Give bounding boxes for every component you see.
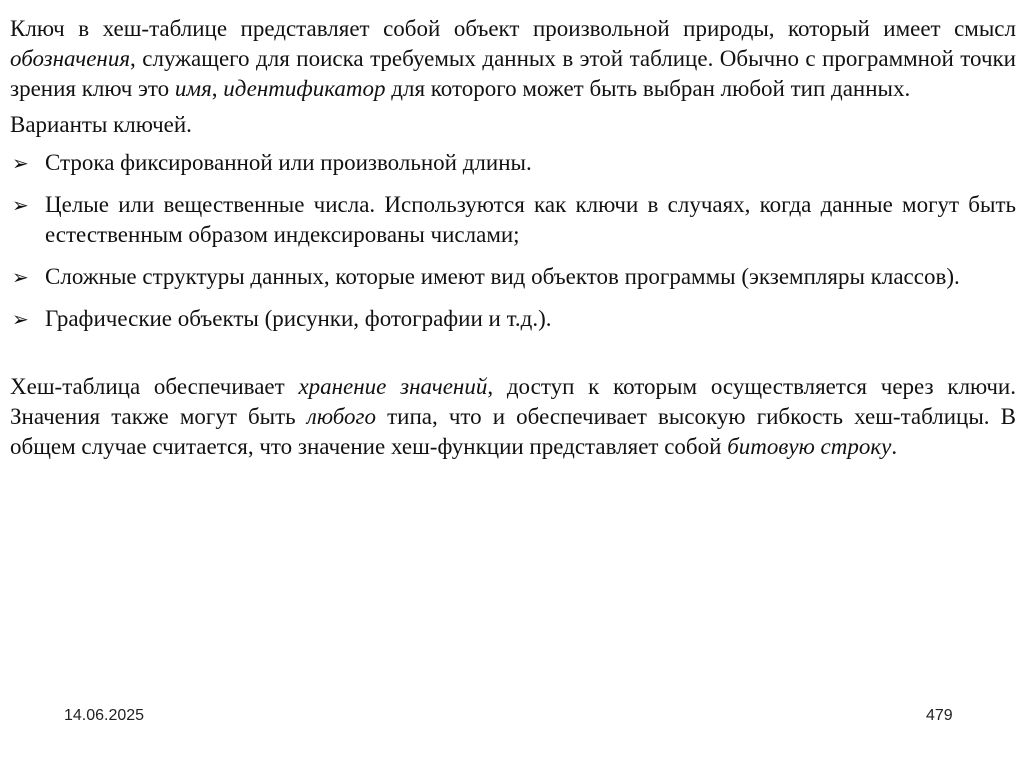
list-item (10, 148, 1016, 178)
text-run: , (211, 76, 224, 101)
text-run: , служащего для поиска требуемых данных в этой таблице. Обычно с программной точки зрения ключ это (10, 46, 1016, 101)
variants-heading: Варианты ключей. (10, 112, 192, 137)
italic-term: хранение значений (298, 374, 488, 399)
text-run: для которого может быть выбран любой тип данных. (385, 76, 911, 101)
text-run: . (891, 434, 898, 459)
arrowhead-bullet-icon: ➢ (12, 193, 29, 217)
paragraph-key-definition (10, 14, 1016, 104)
slide-content (10, 14, 1016, 462)
list-item-text: Графические объекты (рисунки, фотографии и т.д.). (45, 306, 552, 331)
text-run: типа, что и обеспечивает высокую гибкость хеш-таблицы. В общем случае считается, что значение хеш-функции представляет собой (10, 404, 1017, 459)
list-item-text: Целые или вещественные числа. Используются как ключи в случаях, когда данные могут быть естественным образом индексированы числами; (45, 192, 1016, 247)
arrowhead-bullet-icon: ➢ (12, 307, 29, 331)
italic-term: идентификатор (223, 76, 386, 101)
italic-term: битовую строку (727, 434, 892, 459)
list-item (10, 190, 1016, 250)
list-item-text: Строка фиксированной или произвольной длины. (45, 150, 532, 175)
footer-date: 14.06.2025 (64, 707, 145, 724)
arrowhead-bullet-icon: ➢ (12, 265, 29, 289)
text-run: , доступ к которым осуществляется через ключи. Значения также могут быть (10, 374, 1016, 429)
page-number: 479 (926, 707, 953, 724)
list-item (10, 304, 1016, 334)
list-item-text: Сложные структуры данных, которые имеют вид объектов программы (экземпляры классов). (45, 264, 960, 289)
italic-term: имя (174, 76, 212, 101)
text-run: Ключ в хеш-таблице представляет собой объект произвольной природы, который имеет смысл (10, 16, 1016, 41)
key-variants-list (10, 148, 1016, 334)
arrowhead-bullet-icon: ➢ (12, 151, 29, 175)
paragraph-hash-table (10, 372, 1016, 462)
italic-term: любого (306, 404, 376, 429)
text-run: Хеш-таблица обеспечивает (10, 374, 299, 399)
list-item (10, 262, 1016, 292)
italic-term: обозначения (10, 46, 131, 71)
